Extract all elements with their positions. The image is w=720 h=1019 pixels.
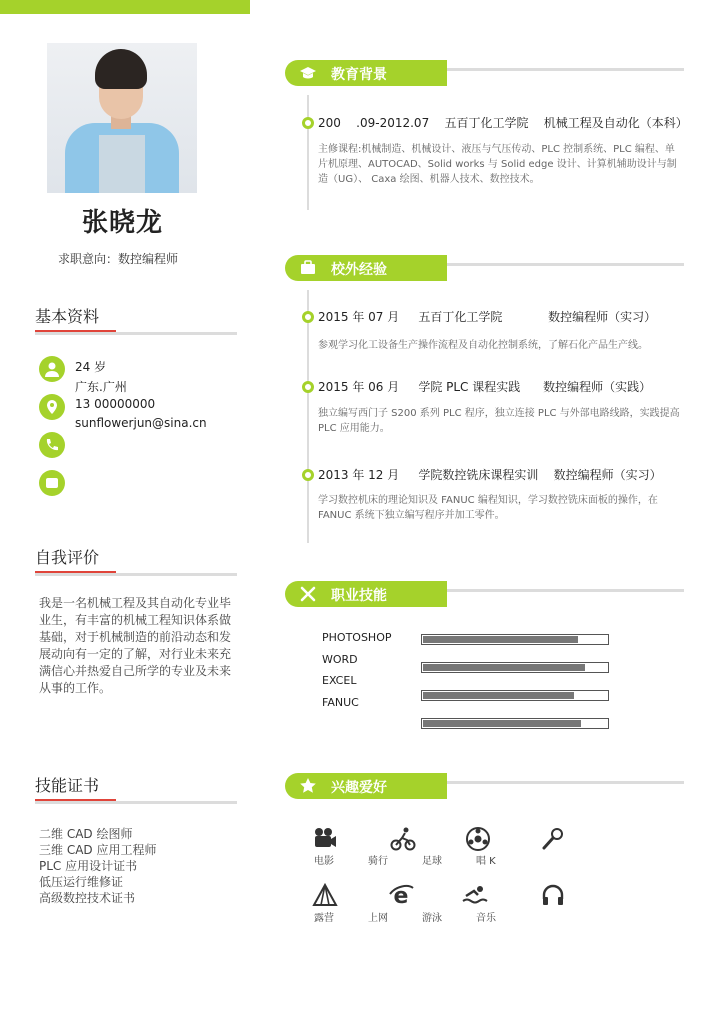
cert-item: 二维 CAD 绘图师 [39,827,133,841]
timeline-dot [302,311,314,323]
timeline-dot [302,469,314,481]
basic-info-heading [35,304,99,327]
education-section-tab [285,60,447,86]
section-divider [35,573,237,576]
cert-item: 低压运行维修证 [39,875,124,889]
skill-label: EXCEL [322,674,357,687]
message-icon [39,470,65,496]
experience-entry-desc: 独立编写西门子 S200 系列 PLC 程序，独立连接 PLC 与外部电路线路，实践提高 PLC 应用能力。 [318,408,680,434]
experience-entry-title: 2015 年 06 月 学院 PLC 课程实践 数控编程师（实践） [318,380,652,394]
tent-icon [312,882,338,908]
graduation-cap-icon [299,64,317,82]
movie-camera-icon [312,826,338,852]
star-icon [299,777,317,795]
basic-info-heading-text: 基本资料 [35,307,100,326]
football-icon [465,826,491,852]
section-divider [447,263,684,266]
hobby-label: 游泳 [422,913,442,924]
skill-label: PHOTOSHOP [322,631,392,644]
skill-bar [421,634,609,645]
education-heading: 教育背景 [331,67,387,83]
headphones-icon [540,882,566,908]
section-divider [447,68,684,71]
cert-item: 高级数控技术证书 [39,891,136,905]
skill-bar [421,662,609,673]
hobby-label: 音乐 [476,913,496,924]
hobby-label: 上网 [368,913,388,924]
hobby-label: 骑行 [368,856,388,867]
skill-bar-fill [423,720,581,727]
internet-explorer-icon [388,882,414,908]
timeline-line [307,95,309,210]
skills-section-tab [285,581,447,607]
timeline-dot [302,381,314,393]
section-divider [447,781,684,784]
section-divider [447,589,684,592]
location-pin-icon [39,394,65,420]
hobby-label: 唱 K [476,856,496,867]
job-intent: 求职意向：数控编程师 [58,252,179,266]
timeline-dot [302,117,314,129]
experience-entry-desc: 参观学习化工设备生产操作流程及自动化控制系统，了解石化产品生产线。 [318,340,648,351]
skill-label: FANUC [322,696,359,709]
experience-entry-title: 2015 年 07 月 五百丁化工学院 数控编程师（实习） [318,310,657,324]
skill-bar-fill [423,664,585,671]
skills-heading: 职业技能 [331,588,387,604]
experience-entry-desc: 学习数控机床的理论知识及 FANUC 编程知识，学习数控铣床面板的操作，在 FANUC 系统下独立编写程序并加工零件。 [318,495,658,521]
phone-icon [39,432,65,458]
cert-item: 三维 CAD 应用工程师 [39,843,157,857]
cert-item: PLC 应用设计证书 [39,859,138,873]
candidate-name: 张晓龙 [81,208,163,238]
skill-bar [421,690,609,701]
certs-heading [35,773,99,796]
skill-bar [421,718,609,729]
self-eval-heading-text: 自我评价 [35,548,100,567]
skill-bar-fill [423,636,578,643]
email: sunflowerjun@sina.cn [75,416,207,430]
phone-number: 13 00000000 [75,397,156,411]
section-divider [35,332,237,335]
skill-label: WORD [322,653,358,666]
top-accent-bar [0,0,250,14]
education-entry-desc: 主修课程:机械制造、机械设计、液压与气压传动、PLC 控制系统、PLC 编程、单片机原理、AUTOCAD、Solid works 与 Solid edge 设计、计算机辅助设计与制造（UG）、 Caxa 绘图、机器人技术、数控技术。 [318,144,677,185]
skill-bar-fill [423,692,574,699]
briefcase-icon [299,259,317,277]
location: 广东.广州 [75,380,127,394]
profile-photo [47,43,197,193]
microphone-icon [540,826,566,852]
experience-entry-title: 2013 年 12 月 学院数控铣床课程实训 数控编程师（实习） [318,468,662,482]
swimming-icon [462,882,488,908]
hobby-label: 露营 [314,913,334,924]
hobbies-section-tab [285,773,447,799]
section-divider [35,801,237,804]
experience-heading: 校外经验 [331,262,387,278]
hobby-label: 足球 [422,856,442,867]
education-entry-title: 200 .09-2012.07 五百丁化工学院 机械工程及自动化（本科） [318,116,688,130]
svg-text:e: e [393,884,409,908]
timeline-line [307,290,309,543]
tools-icon [299,585,317,603]
cycling-icon [390,826,416,852]
hobbies-heading: 兴趣爱好 [331,780,387,796]
hobby-label: 电影 [314,856,334,867]
experience-section-tab [285,255,447,281]
self-eval-heading [35,545,99,568]
person-icon [39,356,65,382]
certs-heading-text: 技能证书 [35,776,100,795]
self-eval-text: 我是一名机械工程及其自动化专业毕业生，有丰富的机械工程知识体系做基础，对于机械制造的前沿动态和发展动向有一定的了解，对行业未来充满信心并热爱自己所学的专业及未来从事的工作。 [39,596,232,695]
age: 24 岁 [75,360,107,374]
